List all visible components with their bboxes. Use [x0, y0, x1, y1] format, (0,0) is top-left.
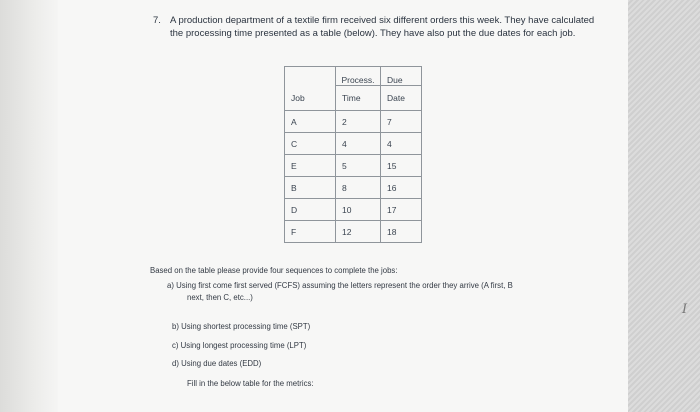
job-cell: A — [285, 111, 336, 133]
table-header-row — [285, 67, 422, 86]
processing-table — [284, 66, 422, 243]
table-row — [285, 221, 422, 243]
due-cell: 4 — [381, 133, 422, 155]
due-cell: 16 — [381, 177, 422, 199]
table-row — [285, 111, 422, 133]
item-b: b) Using shortest processing time (SPT) — [172, 322, 311, 331]
instructions-intro: Based on the table please provide four sequences to complete the jobs: — [150, 266, 398, 275]
job-cell: E — [285, 155, 336, 177]
time-cell: 8 — [336, 177, 381, 199]
job-cell: B — [285, 177, 336, 199]
header-time: Time — [336, 86, 381, 111]
item-a-line1: a) Using first come first served (FCFS) assuming the letters represent the order they arrive (A first, B — [167, 281, 513, 290]
header-date: Date — [381, 86, 422, 111]
page-shadow — [0, 0, 58, 412]
table-row — [285, 177, 422, 199]
item-d: d) Using due dates (EDD) — [172, 359, 262, 368]
text-cursor-icon: I — [682, 302, 688, 317]
fill-instruction: Fill in the below table for the metrics: — [187, 379, 314, 388]
due-cell: 18 — [381, 221, 422, 243]
question-number: 7. — [153, 15, 161, 26]
time-cell: 5 — [336, 155, 381, 177]
question-text: A production department of a textile firm received six different orders this week. They have calculated the processing time presented as a table (below). They have also put the due dates for each job. — [170, 15, 595, 39]
background-strip — [628, 0, 700, 412]
due-cell: 7 — [381, 111, 422, 133]
due-cell: 17 — [381, 199, 422, 221]
table-header-row — [285, 86, 422, 111]
table-row — [285, 199, 422, 221]
time-cell: 2 — [336, 111, 381, 133]
item-a-line2: next, then C, etc...) — [187, 293, 253, 302]
header-job: Job — [285, 86, 336, 111]
header-process: Process. — [336, 67, 381, 86]
time-cell: 12 — [336, 221, 381, 243]
header-job-top — [285, 67, 336, 86]
job-cell: D — [285, 199, 336, 221]
table-row — [285, 155, 422, 177]
item-c: c) Using longest processing time (LPT) — [172, 341, 307, 350]
job-cell: C — [285, 133, 336, 155]
job-cell: F — [285, 221, 336, 243]
table-row — [285, 133, 422, 155]
time-cell: 4 — [336, 133, 381, 155]
header-due: Due — [381, 67, 422, 86]
time-cell: 10 — [336, 199, 381, 221]
due-cell: 15 — [381, 155, 422, 177]
